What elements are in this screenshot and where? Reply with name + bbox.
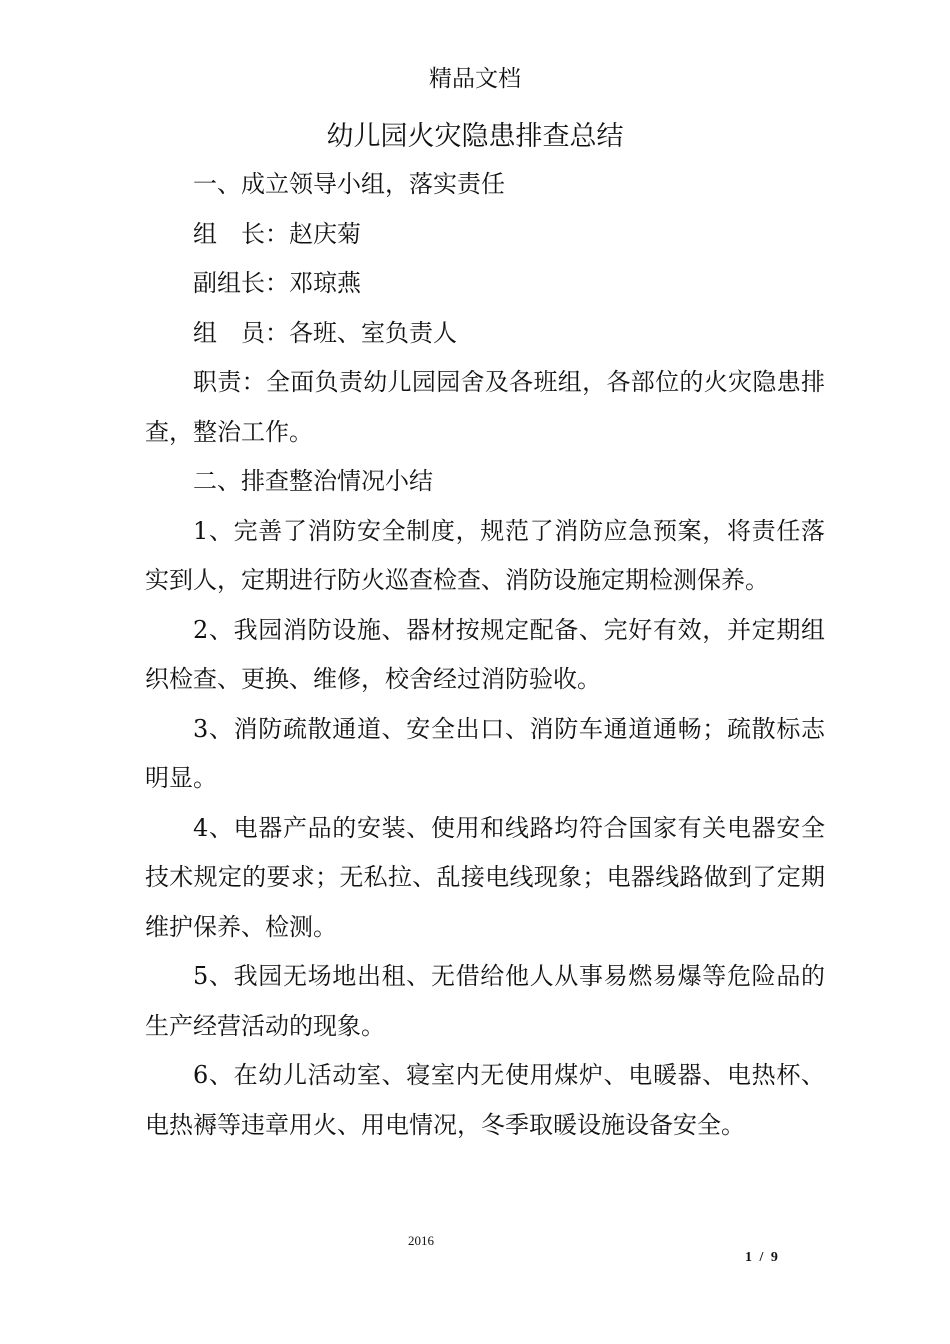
item-paragraph-2: 2、我园消防设施、器材按规定配备、完好有效，并定期组织检查、更换、维修，校舍经过消防验收。 [145,615,825,693]
item-paragraph-5: 5、我园无场地出租、无借给他人从事易燃易爆等危险品的生产经营活动的现象。 [145,962,825,1040]
item-paragraph-1: 1、完善了消防安全制度，规范了消防应急预案，将责任落实到人，定期进行防火巡查检查、消防设施定期检测保养。 [145,516,825,594]
item-paragraph-4: 4、电器产品的安装、使用和线路均符合国家有关电器安全技术规定的要求；无私拉、乱接电线现象；电器线路做到了定期维护保养、检测。 [145,813,825,941]
page-number: 1 / 9 [745,1250,780,1265]
footer-year: 2016 [408,1233,434,1248]
item-paragraph-6: 6、在幼儿活动室、寝室内无使用煤炉、电暖器、电热杯、电热褥等违章用火、用电情况，冬季取暖设施设备安全。 [145,1061,825,1139]
section-heading-2: 二、排查整治情况小结 [193,467,433,495]
page-header: 精品文档 [429,66,521,92]
document-title: 幼儿园火灾隐患排查总结 [326,121,624,152]
document-body [145,160,825,1150]
deputy-leader-line: 副组长：邓琼燕 [193,269,361,297]
members-line: 组 员：各班、室负责人 [193,318,457,347]
leader-line: 组 长：赵庆菊 [193,219,361,248]
section-heading-1: 一、成立领导小组，落实责任 [193,170,505,198]
duties-paragraph: 职责：全面负责幼儿园园舍及各班组，各部位的火灾隐患排查，整治工作。 [145,368,825,446]
item-paragraph-3: 3、消防疏散通道、安全出口、消防车通道通畅；疏散标志明显。 [145,714,825,792]
